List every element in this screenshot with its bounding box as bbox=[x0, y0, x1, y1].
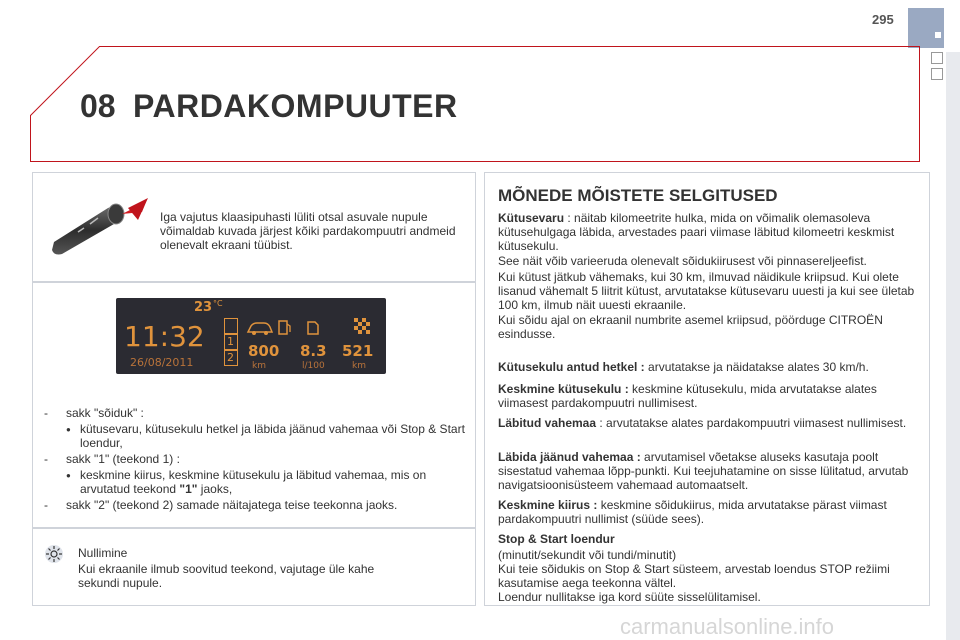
list-sub-trip1-a: keskmine kiirus, keskmine kütusekulu ja läbitud vahemaa, mis on arvutatud teekond bbox=[80, 468, 427, 496]
display-date: 26/08/2011 bbox=[130, 356, 194, 369]
def-stop-start-line-2: Kui teie sõidukis on Stop & Start süsteem, arvestab loendus STOP režiimi kasutamise aega teekonna vältel. bbox=[498, 562, 890, 590]
fuel-can-icon bbox=[306, 318, 320, 336]
def-stop-start-label: Stop & Start loendur bbox=[498, 532, 615, 546]
display-temperature-unit: °C bbox=[213, 299, 223, 308]
display-tab-1-box bbox=[224, 334, 238, 350]
display-value-2: 8.3 bbox=[300, 342, 327, 360]
list-dash-3: - bbox=[44, 498, 48, 512]
reset-title: Nullimine bbox=[78, 546, 128, 560]
display-unit-3: km bbox=[352, 361, 366, 371]
def-stop-start-line-3: Loendur nullitakse iga kord süüte sisselülitamisel. bbox=[498, 590, 761, 604]
definitions-heading: MÕNEDE MÕISTETE SELGITUSED bbox=[498, 186, 778, 205]
chapter-title: PARDAKOMPUUTER bbox=[133, 88, 458, 124]
def-instant-consumption-label: Kütusekulu antud hetkel : bbox=[498, 360, 645, 374]
def-distance-remaining bbox=[498, 450, 920, 492]
def-fuel-range-text: : näitab kilomeetrite hulka, mida on võimalik olemasoleva kütusehulgaga läbida, arvestades paari viimase läbitud kilomeetri keskmist kütusekulu. bbox=[498, 211, 895, 253]
list-dash-2: - bbox=[44, 452, 48, 466]
watermark: carmanualsonline.info bbox=[620, 614, 835, 639]
def-distance-remaining-label: Läbida jäänud vahemaa : bbox=[498, 450, 641, 464]
list-item-trip1: sakk "1" (teekond 1) : bbox=[66, 452, 180, 466]
def-average-speed bbox=[498, 498, 920, 526]
display-value-1: 800 bbox=[248, 342, 280, 360]
page-tab-dot bbox=[935, 32, 941, 38]
display-value-3: 521 bbox=[342, 342, 374, 360]
def-fuel-range-label: Kütusevaru bbox=[498, 211, 565, 225]
def-average-consumption-label: Keskmine kütusekulu : bbox=[498, 382, 629, 396]
def-distance-travelled bbox=[498, 416, 920, 430]
def-average-consumption bbox=[498, 382, 920, 410]
def-instant-consumption-text: arvutatakse ja näidatakse alates 30 km/h. bbox=[644, 360, 869, 374]
list-item-vehicle: sakk "sõiduk" : bbox=[66, 406, 144, 420]
chapter-number: 08 bbox=[80, 88, 116, 124]
def-distance-remaining-text: arvutamisel võetakse aluseks kasutaja poolt sisestatud vahemaa lõpp-punkti. Kui teejuhatamine on sisse lülitatud, arvutab navigatsioonisüsteem vahemaad automaatselt. bbox=[498, 450, 909, 492]
def-note-3: Kui sõidu ajal on ekraanil numbrite asemel kriipsud, pöörduge CITROËN esindusse. bbox=[498, 313, 883, 341]
page-number: 295 bbox=[872, 12, 894, 27]
display-tab-2: 2 bbox=[227, 351, 234, 364]
page-tab-marker bbox=[908, 8, 944, 48]
display-tab-1: 1 bbox=[227, 335, 234, 348]
display-tab-vehicle bbox=[224, 318, 238, 334]
display-temperature: 23 bbox=[194, 300, 213, 315]
def-instant-consumption bbox=[498, 360, 920, 374]
nav-square-2 bbox=[931, 68, 943, 80]
side-bar bbox=[946, 52, 960, 640]
intro-text: Iga vajutus klaasipuhasti lüliti otsal asuvale nupule võimaldab kuvada järjest kõiki pardakompuutri andmeid olenevalt ekraani tüübist. bbox=[160, 210, 456, 252]
list-item-trip2: sakk "2" (teekond 2) samade näitajatega teise teekonna jaoks. bbox=[66, 498, 398, 512]
def-distance-travelled-label: Läbitud vahemaa bbox=[498, 416, 597, 430]
def-note-2: Kui kütust jätkub vähemaks, kui 30 km, ilmuvad näidikule kriipsud. Kui olete lisanud vähemalt 5 liitrit kütust, arvutatakse kütusevaru uuesti ja kui see ületab 100 km, ilmub näit uuesti ekraanile. bbox=[498, 270, 915, 312]
list-sub-vehicle: kütusevaru, kütusekulu hetkel ja läbida jäänud vahemaa või Stop & Start loendur, bbox=[80, 422, 465, 450]
multifunction-display bbox=[116, 298, 386, 374]
def-average-consumption-text: keskmine kütusekulu, mida arvutatakse alates viimasest pardakompuutri nullimisest. bbox=[498, 382, 877, 410]
display-unit-1: km bbox=[252, 361, 266, 371]
def-distance-travelled-text: : arvutatakse alates pardakompuutri viimasest nullimisest. bbox=[596, 416, 907, 430]
def-stop-start-line-1: (minutit/sekundit või tundi/minutit) bbox=[498, 548, 677, 562]
list-sub-trip1 bbox=[80, 468, 468, 496]
def-average-speed-label: Keskmine kiirus : bbox=[498, 498, 598, 512]
def-average-speed-text: keskmine sõidukiirus, mida arvutatakse pärast viimast pardakompuutri nullimist (süüde sees). bbox=[498, 498, 887, 526]
list-dash-1: - bbox=[44, 406, 48, 420]
car-icon bbox=[246, 320, 274, 336]
wiper-stalk-illustration bbox=[50, 194, 150, 260]
def-fuel-range bbox=[498, 211, 920, 253]
checkered-flag-icon bbox=[354, 318, 370, 334]
list-sub-trip1-b: jaoks, bbox=[197, 482, 233, 496]
reset-text: Kui ekraanile ilmub soovitud teekond, vajutage üle kahe sekundi nupule. bbox=[78, 562, 375, 590]
nav-square-1 bbox=[931, 52, 943, 64]
list-bullet-2: ● bbox=[66, 471, 71, 480]
display-tab-2-box bbox=[224, 350, 238, 366]
display-unit-2: l/100 bbox=[302, 361, 325, 371]
fuel-pump-icon bbox=[278, 318, 292, 336]
def-note-1: See näit võib varieeruda olenevalt sõidukiirusest või pinnasereljeefist. bbox=[498, 254, 867, 268]
display-clock: 11:32 bbox=[124, 320, 205, 353]
list-bullet-1: ● bbox=[66, 425, 71, 434]
list-sub-trip1-bold: "1" bbox=[179, 482, 198, 496]
sun-icon bbox=[44, 544, 64, 564]
